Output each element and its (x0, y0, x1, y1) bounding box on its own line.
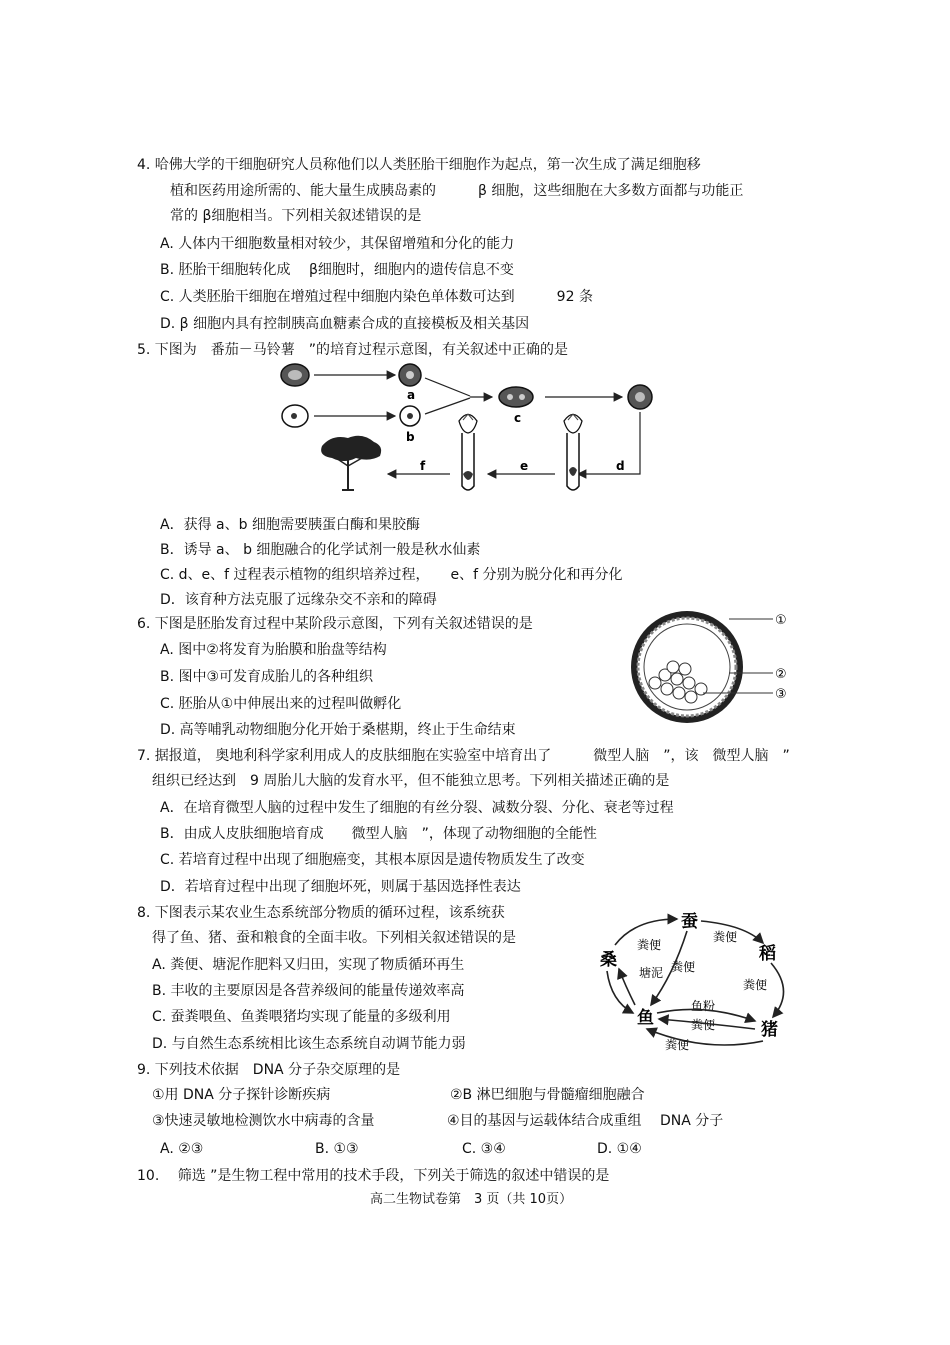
q6-option-a: A. 图中②将发育为胎膜和胎盘等结构 (160, 642, 387, 658)
edge-label-feces-silkworm: 粪便 (637, 938, 662, 952)
edge-label-feces-pig: 粪便 (743, 978, 768, 992)
edge-label-feces-silkworm-fish: 粪便 (671, 960, 696, 974)
q6-option-b: B. 图中③可发育成胎儿的各种组织 (160, 669, 374, 685)
q9-item-2: ②B 淋巴细胞与骨髓瘤细胞融合 (450, 1087, 645, 1103)
q7-option-a: A．在培育微型人脑的过程中发生了细胞的有丝分裂、减数分裂、分化、衰老等过程 (160, 800, 674, 816)
q4-stem-line1: 4. 哈佛大学的干细胞研究人员称他们以人类胚胎干细胞作为起点，第一次生成了满足细胞移 (137, 157, 701, 173)
q7-stem-line1: 7. 据报道， 奥地利科学家利用成人的皮肤细胞在实验室中培育出了 微型人脑 ”，该 微型人脑 ” (137, 748, 790, 764)
node-rice: 稻 (759, 944, 776, 964)
page-footer: 高二生物试卷第 3 页（共 10页） (370, 1192, 573, 1207)
label-c: c (514, 411, 522, 425)
q7-option-d: D．若培育过程中出现了细胞坏死，则属于基因选择性表达 (160, 879, 521, 895)
q4-option-d: D. β 细胞内具有控制胰高血糖素合成的直接模板及相关基因 (160, 316, 530, 332)
q4-stem-line2: 植和医药用途所需的、能大量生成胰岛素的 β 细胞，这些细胞在大多数方面都与功能正 (170, 183, 744, 199)
q9-item-4: ④目的基因与运载体结合成重组 DNA 分子 (447, 1113, 724, 1129)
protoplast-a-icon (399, 364, 421, 386)
q4-option-a: A. 人体内干细胞数量相对较少，其保留增殖和分化的能力 (160, 236, 515, 252)
label-e: e (520, 459, 529, 473)
label-d: d (616, 459, 625, 473)
q8-option-d: D. 与自然生态系统相比该生态系统自动调节能力弱 (152, 1036, 466, 1052)
q5-option-d: D．该育种方法克服了远缘杂交不亲和的障碍 (160, 592, 437, 608)
q8-option-b: B. 丰收的主要原因是各营养级间的能量传递效率高 (152, 983, 465, 999)
q5-stem: 5. 下图为 番茄－马铃薯 ”的培育过程示意图，有关叙述中正确的是 (137, 342, 569, 358)
q6-option-d: D. 高等哺乳动物细胞分化开始于桑椹期，终止于生命结束 (160, 722, 516, 738)
q9-item-1: ①用 DNA 分子探针诊断疾病 (152, 1087, 331, 1103)
node-mulberry: 桑 (600, 950, 617, 970)
node-silkworm: 蚕 (681, 912, 698, 932)
protoplast-b-icon (400, 406, 420, 426)
test-tube-callus-icon (564, 414, 582, 490)
q8-option-c: C. 蚕粪喂鱼、鱼粪喂猪均实现了能量的多级利用 (152, 1009, 451, 1025)
q6-blastocyst-diagram (625, 605, 795, 730)
q5-option-a: A．获得 a、b 细胞需要胰蛋白酶和果胶酶 (160, 517, 420, 533)
label-two: ② (775, 667, 787, 682)
q9-option-a: A. ②③ (160, 1141, 204, 1157)
q5-option-c: C. d、e、f 过程表示植物的组织培养过程， e、f 分别为脱分化和再分化 (160, 567, 623, 583)
potato-cell-icon (282, 405, 308, 427)
q7-stem-line2: 组织已经达到 9 周胎儿大脑的发育水平，但不能独立思考。下列相关描述正确的是 (152, 773, 670, 789)
node-pig: 猪 (761, 1020, 778, 1040)
edge-label-feces-pig-fish: 粪便 (665, 1038, 690, 1052)
node-fish: 鱼 (637, 1008, 654, 1028)
q8-stem-line1: 8. 下图表示某农业生态系统部分物质的循环过程，该系统获 (137, 905, 505, 921)
q9-stem: 9. 下列技术依据 DNA 分子杂交原理的是 (137, 1062, 401, 1078)
hybrid-cell-icon (628, 385, 652, 409)
q10-stem: 10. 筛选 ”是生物工程中常用的技术手段，下列关于筛选的叙述中错误的是 (137, 1168, 610, 1184)
fused-cell-c-icon (499, 387, 533, 407)
edge-label-feces-fish: 粪便 (691, 1018, 716, 1032)
q9-item-3: ③快速灵敏地检测饮水中病毒的含量 (152, 1113, 375, 1129)
q5-option-b: B．诱导 a、 b 细胞融合的化学试剂一般是秋水仙素 (160, 542, 481, 558)
edge-label-feces-silkworm-rice: 粪便 (713, 930, 738, 944)
q6-option-c: C. 胚胎从①中伸展出来的过程叫做孵化 (160, 696, 402, 712)
q8-stem-line2: 得了鱼、猪、蚕和粮食的全面丰收。下列相关叙述错误的是 (152, 930, 516, 946)
label-three: ③ (775, 687, 787, 702)
q7-option-c: C. 若培育过程中出现了细胞癌变，其根本原因是遗传物质发生了改变 (160, 852, 585, 868)
tomato-cell-icon (281, 364, 309, 386)
q4-option-b: B. 胚胎干细胞转化成 β细胞时，细胞内的遗传信息不变 (160, 262, 514, 278)
q5-breeding-diagram (270, 358, 670, 500)
q9-option-b: B. ①③ (315, 1141, 359, 1157)
q9-option-d: D. ①④ (597, 1141, 642, 1157)
q8-ecosystem-cycle-diagram (595, 905, 805, 1055)
edge-label-fish-meal: 鱼粉 (691, 999, 716, 1013)
label-b: b (406, 430, 415, 444)
q9-option-c: C. ③④ (462, 1141, 506, 1157)
blastocyst-icon (631, 611, 743, 723)
q8-option-a: A. 粪便、塘泥作肥料又归田，实现了物质循环再生 (152, 957, 465, 973)
q7-option-b: B．由成人皮肤细胞培育成 微型人脑 ”，体现了动物细胞的全能性 (160, 826, 597, 842)
q4-stem-line3: 常的 β细胞相当。下列相关叙述错误的是 (170, 208, 422, 224)
label-f: f (420, 459, 426, 473)
hybrid-plant-icon (321, 436, 381, 490)
test-tube-seedling-icon (459, 414, 477, 490)
q4-option-c: C. 人类胚胎干细胞在增殖过程中细胞内染色单体数可达到 92 条 (160, 289, 593, 305)
edge-label-pond-mud: 塘泥 (639, 966, 664, 980)
label-a: a (407, 388, 416, 402)
label-one: ① (775, 613, 787, 628)
q6-stem: 6. 下图是胚胎发育过程中某阶段示意图，下列有关叙述错误的是 (137, 616, 533, 632)
